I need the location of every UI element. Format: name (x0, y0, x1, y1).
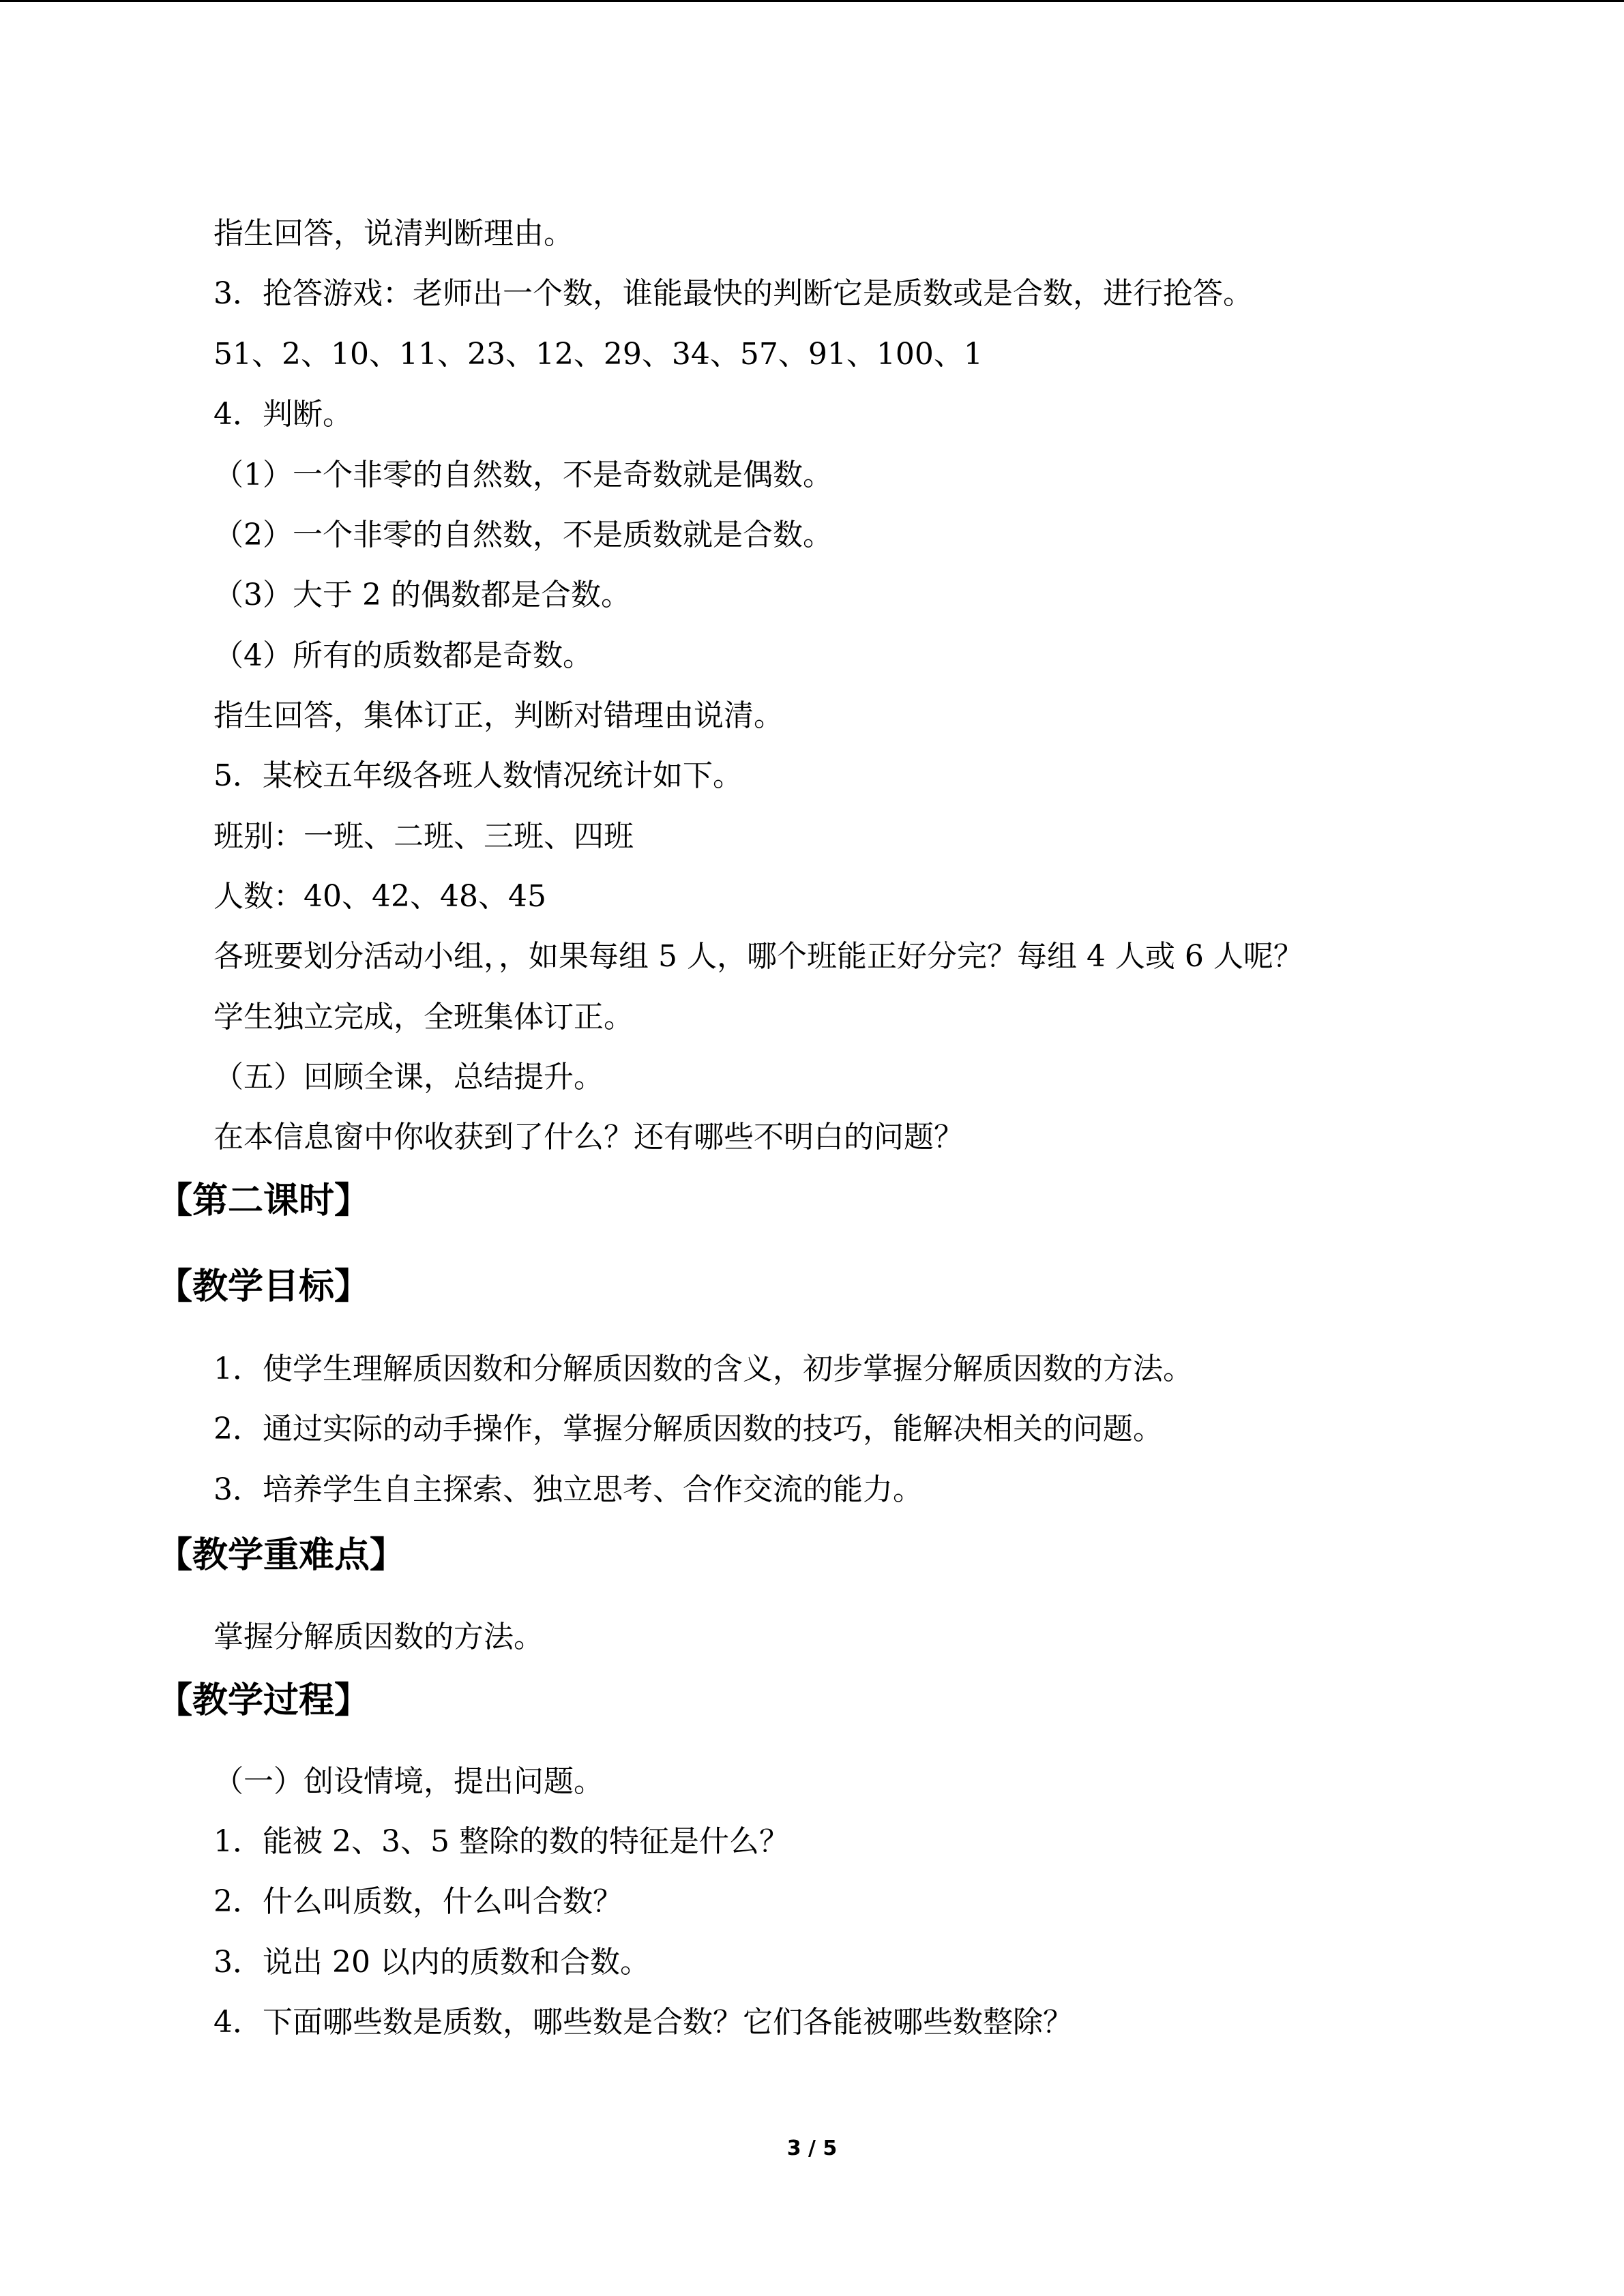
page-number: 3 / 5 (786, 2136, 838, 2160)
text-line: （1）一个非零的自然数，不是奇数就是偶数。 (213, 458, 833, 492)
text-line: （4）所有的质数都是奇数。 (213, 638, 593, 673)
top-border-rule (0, 0, 1624, 2)
section-heading-goals: 【教学目标】 (157, 1266, 370, 1307)
process-item: 3．说出 20 以内的质数和合数。 (213, 1945, 650, 1980)
text-line: 51、2、10、11、23、12、29、34、57、91、100、1 (213, 337, 983, 372)
section-heading-lesson2: 【第二课时】 (157, 1180, 370, 1221)
text-line: 在本信息窗中你收获到了什么？还有哪些不明白的问题？ (213, 1120, 964, 1154)
process-item: 2．什么叫质数，什么叫合数？ (213, 1884, 623, 1919)
text-line: 各班要划分活动小组，，如果每组 5 人，哪个班能正好分完？每组 4 人或 6 人呢？ (213, 939, 1303, 974)
section-heading-process: 【教学过程】 (157, 1680, 370, 1721)
text-line: （五）回顾全课，总结提升。 (213, 1060, 604, 1094)
process-item: 1．能被 2、3、5 整除的数的特征是什么？ (213, 1824, 789, 1859)
text-line: 4．判断。 (213, 397, 353, 432)
text-line: 班别：一班、二班、三班、四班 (213, 819, 634, 854)
goal-item: 1．使学生理解质因数和分解质因数的含义，初步掌握分解质因数的方法。 (213, 1352, 1193, 1386)
text-line: 指生回答，说清判断理由。 (213, 216, 574, 251)
text-line: （3）大于 2 的偶数都是合数。 (213, 578, 631, 612)
text-line: 学生独立完成，全班集体订正。 (213, 1000, 634, 1034)
text-line: 5．某校五年级各班人数情况统计如下。 (213, 758, 743, 793)
keypoint-text: 掌握分解质因数的方法。 (213, 1620, 544, 1654)
text-line: （2）一个非零的自然数，不是质数就是合数。 (213, 518, 833, 552)
text-line: 3．抢答游戏：老师出一个数，谁能最快的判断它是质数或是合数，进行抢答。 (213, 276, 1253, 311)
text-line: 指生回答，集体订正，判断对错理由说清。 (213, 698, 784, 733)
section-heading-keypoints: 【教学重难点】 (157, 1535, 406, 1576)
goal-item: 3．培养学生自主探索、独立思考、合作交流的能力。 (213, 1472, 923, 1507)
goal-item: 2．通过实际的动手操作，掌握分解质因数的技巧，能解决相关的问题。 (213, 1412, 1163, 1446)
text-line: 人数：40、42、48、45 (213, 879, 546, 914)
process-item: 4．下面哪些数是质数，哪些数是合数？它们各能被哪些数整除？ (213, 2005, 1073, 2040)
process-item: （一）创设情境，提出问题。 (213, 1764, 604, 1799)
